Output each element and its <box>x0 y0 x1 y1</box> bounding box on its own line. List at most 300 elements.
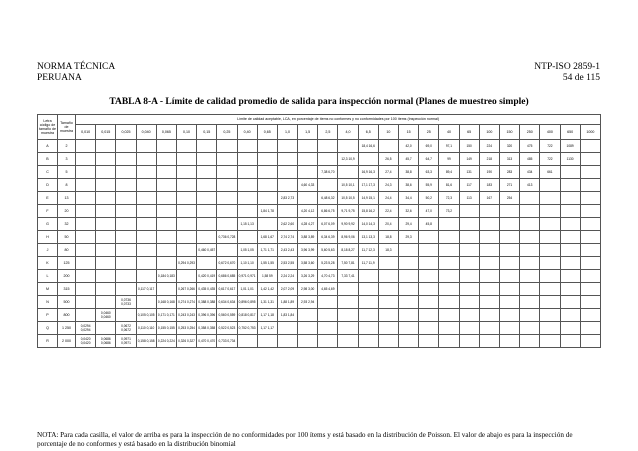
value-cell <box>298 153 318 166</box>
value-cell: 0,435 0,435 <box>197 283 217 296</box>
value-cell <box>338 322 358 335</box>
value-cell <box>116 218 136 231</box>
value-cell <box>520 244 540 257</box>
value-cell <box>560 322 580 335</box>
value-cell: 283 <box>499 166 519 179</box>
value-cell <box>136 270 156 283</box>
value-cell <box>358 153 378 166</box>
value-cell <box>439 296 459 309</box>
value-cell <box>479 257 499 270</box>
value-cell <box>540 322 560 335</box>
value-cell <box>156 283 176 296</box>
value-cell <box>136 166 156 179</box>
value-cell <box>479 244 499 257</box>
value-cell: 0,243 0,243 <box>176 309 196 322</box>
aql-header-cell: 0,10 <box>176 125 196 140</box>
value-cell <box>580 231 600 244</box>
value-cell: 313 <box>499 153 519 166</box>
value-cell: 150 <box>459 140 479 153</box>
value-cell: 1,71 1,71 <box>257 244 277 257</box>
value-cell: 0,184 0,183 <box>156 270 176 283</box>
value-cell: 2,43 2,43 <box>277 244 297 257</box>
value-cell <box>318 153 338 166</box>
value-cell <box>378 283 398 296</box>
value-cell: 434 <box>520 166 540 179</box>
sample-size-cell: 13 <box>58 192 76 205</box>
value-cell: 0,0294 0,0294 <box>76 322 96 335</box>
value-cell <box>116 192 136 205</box>
value-cell: 224 <box>479 140 499 153</box>
value-cell <box>197 192 217 205</box>
value-cell <box>459 244 479 257</box>
value-cell: 0,522 0,523 <box>217 322 237 335</box>
letter-code-cell: J <box>38 244 58 257</box>
value-cell: 29,4 <box>399 218 419 231</box>
value-cell: 11,7 12,3 <box>358 244 378 257</box>
value-cell <box>479 296 499 309</box>
sample-size-cell: 2 <box>58 140 76 153</box>
value-cell: 0,155 0,155 <box>156 322 176 335</box>
value-cell: 117 <box>459 179 479 192</box>
value-cell <box>298 166 318 179</box>
letter-code-cell: M <box>38 283 58 296</box>
value-cell <box>358 335 378 348</box>
value-cell: 0,470 0,470 <box>197 335 217 348</box>
table-row <box>38 270 601 283</box>
value-cell <box>76 192 96 205</box>
value-cell: 99 <box>439 153 459 166</box>
aql-header-cell: 2,5 <box>318 125 338 140</box>
value-cell: 254 <box>499 192 519 205</box>
value-cell <box>499 283 519 296</box>
table-row <box>38 218 601 231</box>
value-cell <box>499 296 519 309</box>
value-cell <box>540 283 560 296</box>
value-cell: 2,07 2,09 <box>277 283 297 296</box>
value-cell <box>237 231 257 244</box>
value-cell <box>378 322 398 335</box>
value-cell <box>156 218 176 231</box>
value-cell <box>136 218 156 231</box>
value-cell <box>156 231 176 244</box>
value-cell <box>560 166 580 179</box>
value-cell: 475 <box>520 140 540 153</box>
value-cell <box>439 270 459 283</box>
value-cell <box>156 179 176 192</box>
table-title: TABLA 8-A - Límite de calidad promedio de salida para inspección normal (Planes de muestreo simple) <box>109 97 529 107</box>
value-cell <box>298 309 318 322</box>
value-cell <box>116 140 136 153</box>
value-cell <box>197 153 217 166</box>
value-cell <box>560 205 580 218</box>
value-cell: 1,10 1,10 <box>237 257 257 270</box>
value-cell <box>499 257 519 270</box>
aql-header-cell: 100 <box>479 125 499 140</box>
value-cell <box>479 309 499 322</box>
value-cell <box>540 257 560 270</box>
value-cell <box>459 322 479 335</box>
value-cell <box>358 322 378 335</box>
value-cell: 0,267 0,266 <box>176 283 196 296</box>
value-cell: 11,7 11,9 <box>358 257 378 270</box>
value-cell <box>419 309 439 322</box>
value-cell: 0,733 0,734 <box>217 335 237 348</box>
aql-header-cell: 0,65 <box>257 125 277 140</box>
letter-code-cell: K <box>38 257 58 270</box>
value-cell: 3,58 3,60 <box>298 257 318 270</box>
value-cell <box>338 335 358 348</box>
value-cell: 149 <box>459 153 479 166</box>
value-cell <box>358 309 378 322</box>
value-cell <box>580 140 600 153</box>
value-cell <box>479 205 499 218</box>
standard-code: NTP-ISO 2859-1 <box>534 62 600 72</box>
table-row <box>38 140 601 153</box>
value-cell <box>76 218 96 231</box>
value-cell <box>580 283 600 296</box>
value-cell: 1,05 1,05 <box>237 244 257 257</box>
value-cell: 1,84 1,78 <box>257 205 277 218</box>
value-cell: 0,105 0,105 <box>136 309 156 322</box>
value-cell <box>459 231 479 244</box>
value-cell <box>580 309 600 322</box>
aql-header-row <box>38 125 601 140</box>
value-cell: 6,34 6,39 <box>318 231 338 244</box>
value-cell <box>580 192 600 205</box>
value-cell: 2,62 2,60 <box>277 218 297 231</box>
aql-header-cell: 0,040 <box>136 125 156 140</box>
value-cell <box>439 231 459 244</box>
value-cell: 1,88 1,89 <box>277 296 297 309</box>
value-cell: 42,0 <box>399 140 419 153</box>
value-cell: 45,7 <box>399 153 419 166</box>
sample-size-cell: 32 <box>58 218 76 231</box>
value-cell: 183 <box>479 179 499 192</box>
value-cell: 4,70 4,73 <box>318 270 338 283</box>
value-cell <box>520 218 540 231</box>
aql-header-cell: 15 <box>399 125 419 140</box>
value-cell: 5,23 5,28 <box>318 257 338 270</box>
value-cell <box>76 153 96 166</box>
value-cell <box>378 309 398 322</box>
sample-size-cell: 8 <box>58 179 76 192</box>
value-cell <box>499 205 519 218</box>
value-cell <box>580 270 600 283</box>
value-cell <box>156 257 176 270</box>
value-cell <box>257 192 277 205</box>
value-cell <box>560 270 580 283</box>
value-cell: 7,50 7,81 <box>338 257 358 270</box>
value-cell <box>217 218 237 231</box>
value-cell: 18,3 <box>378 244 398 257</box>
value-cell <box>520 335 540 348</box>
value-cell: 97,1 <box>439 140 459 153</box>
value-cell <box>399 257 419 270</box>
value-cell <box>116 231 136 244</box>
standard-type: NORMA TÉCNICA <box>37 62 116 72</box>
aql-header-cell: 0,15 <box>197 125 217 140</box>
value-cell <box>419 231 439 244</box>
value-cell <box>217 140 237 153</box>
value-cell: 10,5 10,5 <box>338 192 358 205</box>
value-cell <box>136 179 156 192</box>
table-row <box>38 153 601 166</box>
value-cell <box>217 192 237 205</box>
value-cell <box>116 283 136 296</box>
value-cell <box>560 244 580 257</box>
value-cell: 0,388 0,388 <box>197 296 217 309</box>
aql-header-cell: 0,010 <box>76 125 96 140</box>
value-cell <box>338 309 358 322</box>
value-cell: 0,396 0,396 <box>197 309 217 322</box>
value-cell <box>156 244 176 257</box>
value-cell <box>277 322 297 335</box>
aoql-table <box>37 114 601 348</box>
letter-code-cell: D <box>38 179 58 192</box>
value-cell: 1,17 1,17 <box>257 322 277 335</box>
value-cell <box>540 231 560 244</box>
value-cell <box>176 231 196 244</box>
value-cell: 1,17 1,18 <box>257 309 277 322</box>
value-cell <box>96 283 116 296</box>
value-cell <box>580 218 600 231</box>
value-cell <box>580 179 600 192</box>
value-cell: 14,9 15,1 <box>358 192 378 205</box>
value-cell <box>136 140 156 153</box>
value-cell: 2,93 2,94 <box>298 296 318 309</box>
value-cell <box>580 205 600 218</box>
value-cell <box>176 218 196 231</box>
value-cell: 0,0686 0,0686 <box>96 335 116 348</box>
value-cell <box>399 283 419 296</box>
letter-code-cell: A <box>38 140 58 153</box>
value-cell <box>277 153 297 166</box>
value-cell <box>439 218 459 231</box>
value-cell: 2,24 2,24 <box>277 270 297 283</box>
value-cell: 218 <box>479 153 499 166</box>
letter-code-cell: R <box>38 335 58 348</box>
sample-size-cell: 1 250 <box>58 322 76 335</box>
value-cell: 0,818 0,817 <box>237 309 257 322</box>
value-cell <box>479 231 499 244</box>
value-cell <box>318 140 338 153</box>
value-cell <box>298 140 318 153</box>
table-row <box>38 257 601 270</box>
value-cell: 2,74 2,74 <box>277 231 297 244</box>
aql-header-cell: 1,5 <box>298 125 318 140</box>
aql-header-cell: 10 <box>378 125 398 140</box>
value-cell: 69,0 <box>419 140 439 153</box>
value-cell <box>156 192 176 205</box>
value-cell: 1,15 1,13 <box>237 218 257 231</box>
value-cell <box>439 244 459 257</box>
value-cell <box>96 244 116 257</box>
value-cell: 0,736 0,728 <box>217 231 237 244</box>
value-cell: 17,1 17,3 <box>358 179 378 192</box>
sample-size-cell: 5 <box>58 166 76 179</box>
value-cell: 22,4 <box>378 205 398 218</box>
value-cell <box>580 153 600 166</box>
letter-code-cell: E <box>38 192 58 205</box>
table-row <box>38 322 601 335</box>
value-cell: 0,326 0,327 <box>176 335 196 348</box>
value-cell <box>439 283 459 296</box>
value-cell <box>439 309 459 322</box>
value-cell: 15,8 16,2 <box>358 205 378 218</box>
value-cell <box>197 231 217 244</box>
value-cell: 4,20 4,12 <box>298 205 318 218</box>
value-cell <box>257 335 277 348</box>
value-cell <box>479 283 499 296</box>
table-row <box>38 309 601 322</box>
value-cell <box>459 205 479 218</box>
value-cell <box>499 231 519 244</box>
value-cell: 3,96 3,99 <box>298 244 318 257</box>
value-cell <box>76 309 96 322</box>
value-cell <box>176 192 196 205</box>
value-cell <box>520 257 540 270</box>
value-cell <box>499 270 519 283</box>
letter-code-cell: C <box>38 166 58 179</box>
value-cell: 0,158 0,158 <box>136 335 156 348</box>
value-cell: 8,96 9,06 <box>338 231 358 244</box>
value-cell <box>318 335 338 348</box>
value-cell <box>156 166 176 179</box>
value-cell <box>358 283 378 296</box>
value-cell <box>479 335 499 348</box>
letter-code-cell: L <box>38 270 58 283</box>
table-row <box>38 205 601 218</box>
value-cell <box>338 166 358 179</box>
value-cell: 55,9 <box>419 179 439 192</box>
value-cell <box>479 218 499 231</box>
value-cell <box>176 179 196 192</box>
value-cell <box>156 140 176 153</box>
value-cell <box>358 270 378 283</box>
value-cell <box>76 270 96 283</box>
value-cell <box>257 153 277 166</box>
value-cell <box>298 322 318 335</box>
value-cell <box>156 205 176 218</box>
value-cell: 24,4 <box>378 192 398 205</box>
value-cell <box>76 205 96 218</box>
value-cell <box>277 205 297 218</box>
value-cell: 16,9 16,3 <box>358 166 378 179</box>
value-cell: 1089 <box>560 140 580 153</box>
value-cell <box>96 205 116 218</box>
table-note: NOTA: Para cada casilla, el valor de arriba es para la inspección de no conformidades por 100 ítems y está basado en la distribución de Poisson. El valor de abajo es para la inspección de porcentaje de no conformes y está basado en la distribución binomial <box>37 431 573 448</box>
value-cell <box>76 179 96 192</box>
value-cell <box>76 140 96 153</box>
value-cell <box>580 166 600 179</box>
value-cell <box>237 335 257 348</box>
value-cell: 0,294 0,293 <box>176 257 196 270</box>
table-row <box>38 335 601 348</box>
value-cell <box>136 296 156 309</box>
sample-size-cell: 315 <box>58 283 76 296</box>
value-cell: 9,71 9,75 <box>338 205 358 218</box>
value-cell: 0,672 0,670 <box>217 257 237 270</box>
value-cell: 0,686 0,685 <box>217 270 237 283</box>
value-cell <box>197 140 217 153</box>
value-cell: 6,07 6,09 <box>318 218 338 231</box>
value-cell: 18,4 16,6 <box>358 140 378 153</box>
value-cell: 485 <box>520 153 540 166</box>
value-cell <box>257 166 277 179</box>
country: PERUANA <box>37 73 82 83</box>
value-cell <box>116 244 136 257</box>
aql-header-cell: 1000 <box>580 125 600 140</box>
aql-header-cell: 0,40 <box>237 125 257 140</box>
sample-size-cell: 200 <box>58 270 76 283</box>
letter-code-cell: F <box>38 205 58 218</box>
value-cell <box>96 179 116 192</box>
value-cell <box>176 140 196 153</box>
sample-size-cell: 2 000 <box>58 335 76 348</box>
value-cell: 9,90 9,92 <box>338 218 358 231</box>
value-cell <box>116 205 136 218</box>
value-cell <box>96 270 116 283</box>
letter-code-cell: N <box>38 296 58 309</box>
value-cell <box>338 296 358 309</box>
value-cell <box>96 257 116 270</box>
value-cell <box>116 270 136 283</box>
value-cell: 0,617 0,617 <box>217 283 237 296</box>
value-cell <box>499 335 519 348</box>
value-cell <box>76 244 96 257</box>
value-cell <box>459 218 479 231</box>
value-cell <box>540 205 560 218</box>
aql-header-cell: 25 <box>419 125 439 140</box>
value-cell <box>176 244 196 257</box>
value-cell <box>197 257 217 270</box>
value-cell: 0,560 0,559 <box>217 309 237 322</box>
value-cell: 64,7 <box>419 153 439 166</box>
value-cell: 1,42 1,42 <box>257 283 277 296</box>
value-cell <box>560 283 580 296</box>
aql-header-cell: 0,015 <box>96 125 116 140</box>
value-cell <box>560 192 580 205</box>
table-row <box>38 166 601 179</box>
value-cell <box>176 153 196 166</box>
value-cell <box>76 231 96 244</box>
value-cell <box>76 257 96 270</box>
value-cell <box>237 192 257 205</box>
value-cell <box>76 296 96 309</box>
value-cell <box>116 166 136 179</box>
value-cell <box>580 296 600 309</box>
value-cell <box>298 192 318 205</box>
value-cell: 38,8 <box>399 166 419 179</box>
value-cell <box>96 322 116 335</box>
value-cell <box>318 179 338 192</box>
value-cell: 26,5 <box>378 153 398 166</box>
value-cell: 320 <box>499 140 519 153</box>
value-cell <box>116 153 136 166</box>
value-cell <box>156 153 176 166</box>
value-cell <box>580 244 600 257</box>
header-right <box>534 62 600 84</box>
value-cell <box>520 192 540 205</box>
value-cell <box>520 231 540 244</box>
value-cell <box>479 322 499 335</box>
aql-header-cell: 150 <box>499 125 519 140</box>
sample-size-cell: 20 <box>58 205 76 218</box>
value-cell: 0,0672 0,0672 <box>116 322 136 335</box>
value-cell <box>96 218 116 231</box>
value-cell <box>399 335 419 348</box>
value-cell <box>540 179 560 192</box>
